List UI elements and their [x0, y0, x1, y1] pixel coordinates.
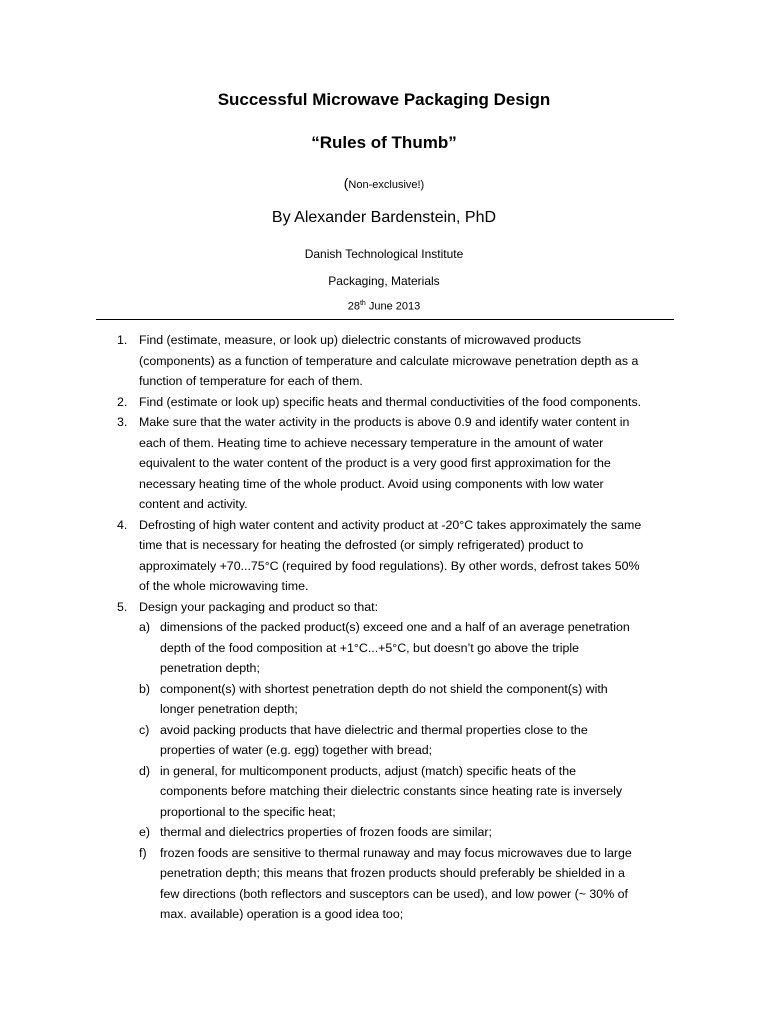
- list-item-text-line: of the whole microwaving time.: [139, 579, 309, 593]
- list-item-text-line: max. available) operation is a good idea too;: [160, 907, 404, 921]
- list-item-text-line: Make sure that the water activity in the products is above 0.9 and identify water content in: [139, 415, 630, 429]
- list-item-text-line: each of them. Heating time to achieve necessary temperature in the amount of water: [139, 435, 604, 450]
- date-rest: June 2013: [365, 300, 421, 313]
- sub-list-item-letter: f): [139, 845, 147, 860]
- list-item-text-line: in general, for multicomponent products, adjust (match) specific heats of the: [160, 763, 576, 778]
- non-exclusive-note: [0, 175, 768, 191]
- list-item-text-line: thermal and dielectrics properties of frozen foods are similar;: [160, 825, 492, 839]
- list-item-text-line: necessary heating time of the whole product. Avoid using components with low water: [139, 476, 604, 491]
- date-suffix: th: [359, 300, 366, 307]
- list-item-text-line: time that is necessary for heating the defrosted (or simply refrigerated) product to: [139, 538, 584, 552]
- list-item-text-line: frozen foods are sensitive to thermal runaway and may focus microwaves due to large: [160, 845, 632, 860]
- list-item-number: 2.: [117, 394, 128, 409]
- list-item-number: 5.: [117, 599, 128, 614]
- list-item-text-line: (components) as a function of temperature and calculate microwave penetration depth as a: [139, 353, 639, 368]
- institution-name: Danish Technological Institute: [304, 247, 464, 261]
- list-item-text-line: Find (estimate, measure, or look up) dielectric constants of microwaved products: [139, 333, 582, 347]
- list-item-text-line: dimensions of the packed product(s) exceed one and a half of an average penetration: [160, 620, 630, 634]
- list-item-text-line: components before matching their dielectric constants since heating rate is inversely: [160, 784, 623, 798]
- document-title: Successful Microwave Packaging Design: [217, 90, 551, 109]
- list-item-text-line: equivalent to the water content of the product is a very good first approximation for the: [139, 456, 611, 470]
- document-subtitle: “Rules of Thumb”: [311, 133, 457, 152]
- list-item-text-line: penetration depth; this means that frozen products should preferably be shielded in a: [160, 866, 625, 880]
- author-line: By Alexander Bardenstein, PhD: [271, 209, 497, 226]
- list-item-text-line: proportional to the specific heat;: [160, 804, 336, 819]
- date-day: 28: [347, 300, 360, 313]
- sub-list-item-letter: b): [139, 681, 151, 696]
- sub-list-item-letter: e): [139, 825, 151, 839]
- list-item-text-line: penetration depth;: [160, 661, 260, 675]
- list-item-text-line: content and activity.: [139, 497, 248, 511]
- note-text: Non-exclusive!): [348, 179, 425, 191]
- sub-list-item-letter: d): [139, 763, 151, 778]
- department-name: Packaging, Materials: [328, 274, 440, 288]
- list-item-text-line: Defrosting of high water content and activity product at -20°C takes approximately the same: [139, 517, 642, 532]
- list-item-text-line: few directions (both reflectors and susceptors can be used), and low power (~ 30% of: [160, 886, 628, 901]
- sub-list-item-letter: c): [139, 722, 150, 737]
- list-item-number: 1.: [117, 333, 128, 347]
- list-item-text-line: avoid packing products that have dielectric and thermal properties close to the: [160, 722, 588, 737]
- header-divider: [96, 319, 674, 320]
- list-item-number: 3.: [117, 415, 128, 429]
- list-item-text-line: Design your packaging and product so that:: [139, 599, 379, 614]
- sub-list-item-letter: a): [139, 620, 151, 634]
- list-item-text-line: longer penetration depth;: [160, 702, 298, 716]
- list-item-text-line: approximately +70...75°C (required by food regulations). By other words, defrost takes 50%: [139, 558, 640, 573]
- list-item-text-line: function of temperature for each of them.: [139, 374, 363, 388]
- list-item-text-line: component(s) with shortest penetration depth do not shield the component(s) with: [160, 681, 608, 696]
- list-item-number: 4.: [117, 517, 128, 532]
- document-date: [0, 300, 768, 313]
- list-item-text-line: Find (estimate or look up) specific heats and thermal conductivities of the food components.: [139, 394, 642, 409]
- note-paren: (: [343, 175, 349, 191]
- list-item-text-line: depth of the food composition at +1°C...+5°C, but doesn’t go above the triple: [160, 640, 580, 655]
- list-item-text-line: properties of water (e.g. egg) together with bread;: [160, 743, 433, 757]
